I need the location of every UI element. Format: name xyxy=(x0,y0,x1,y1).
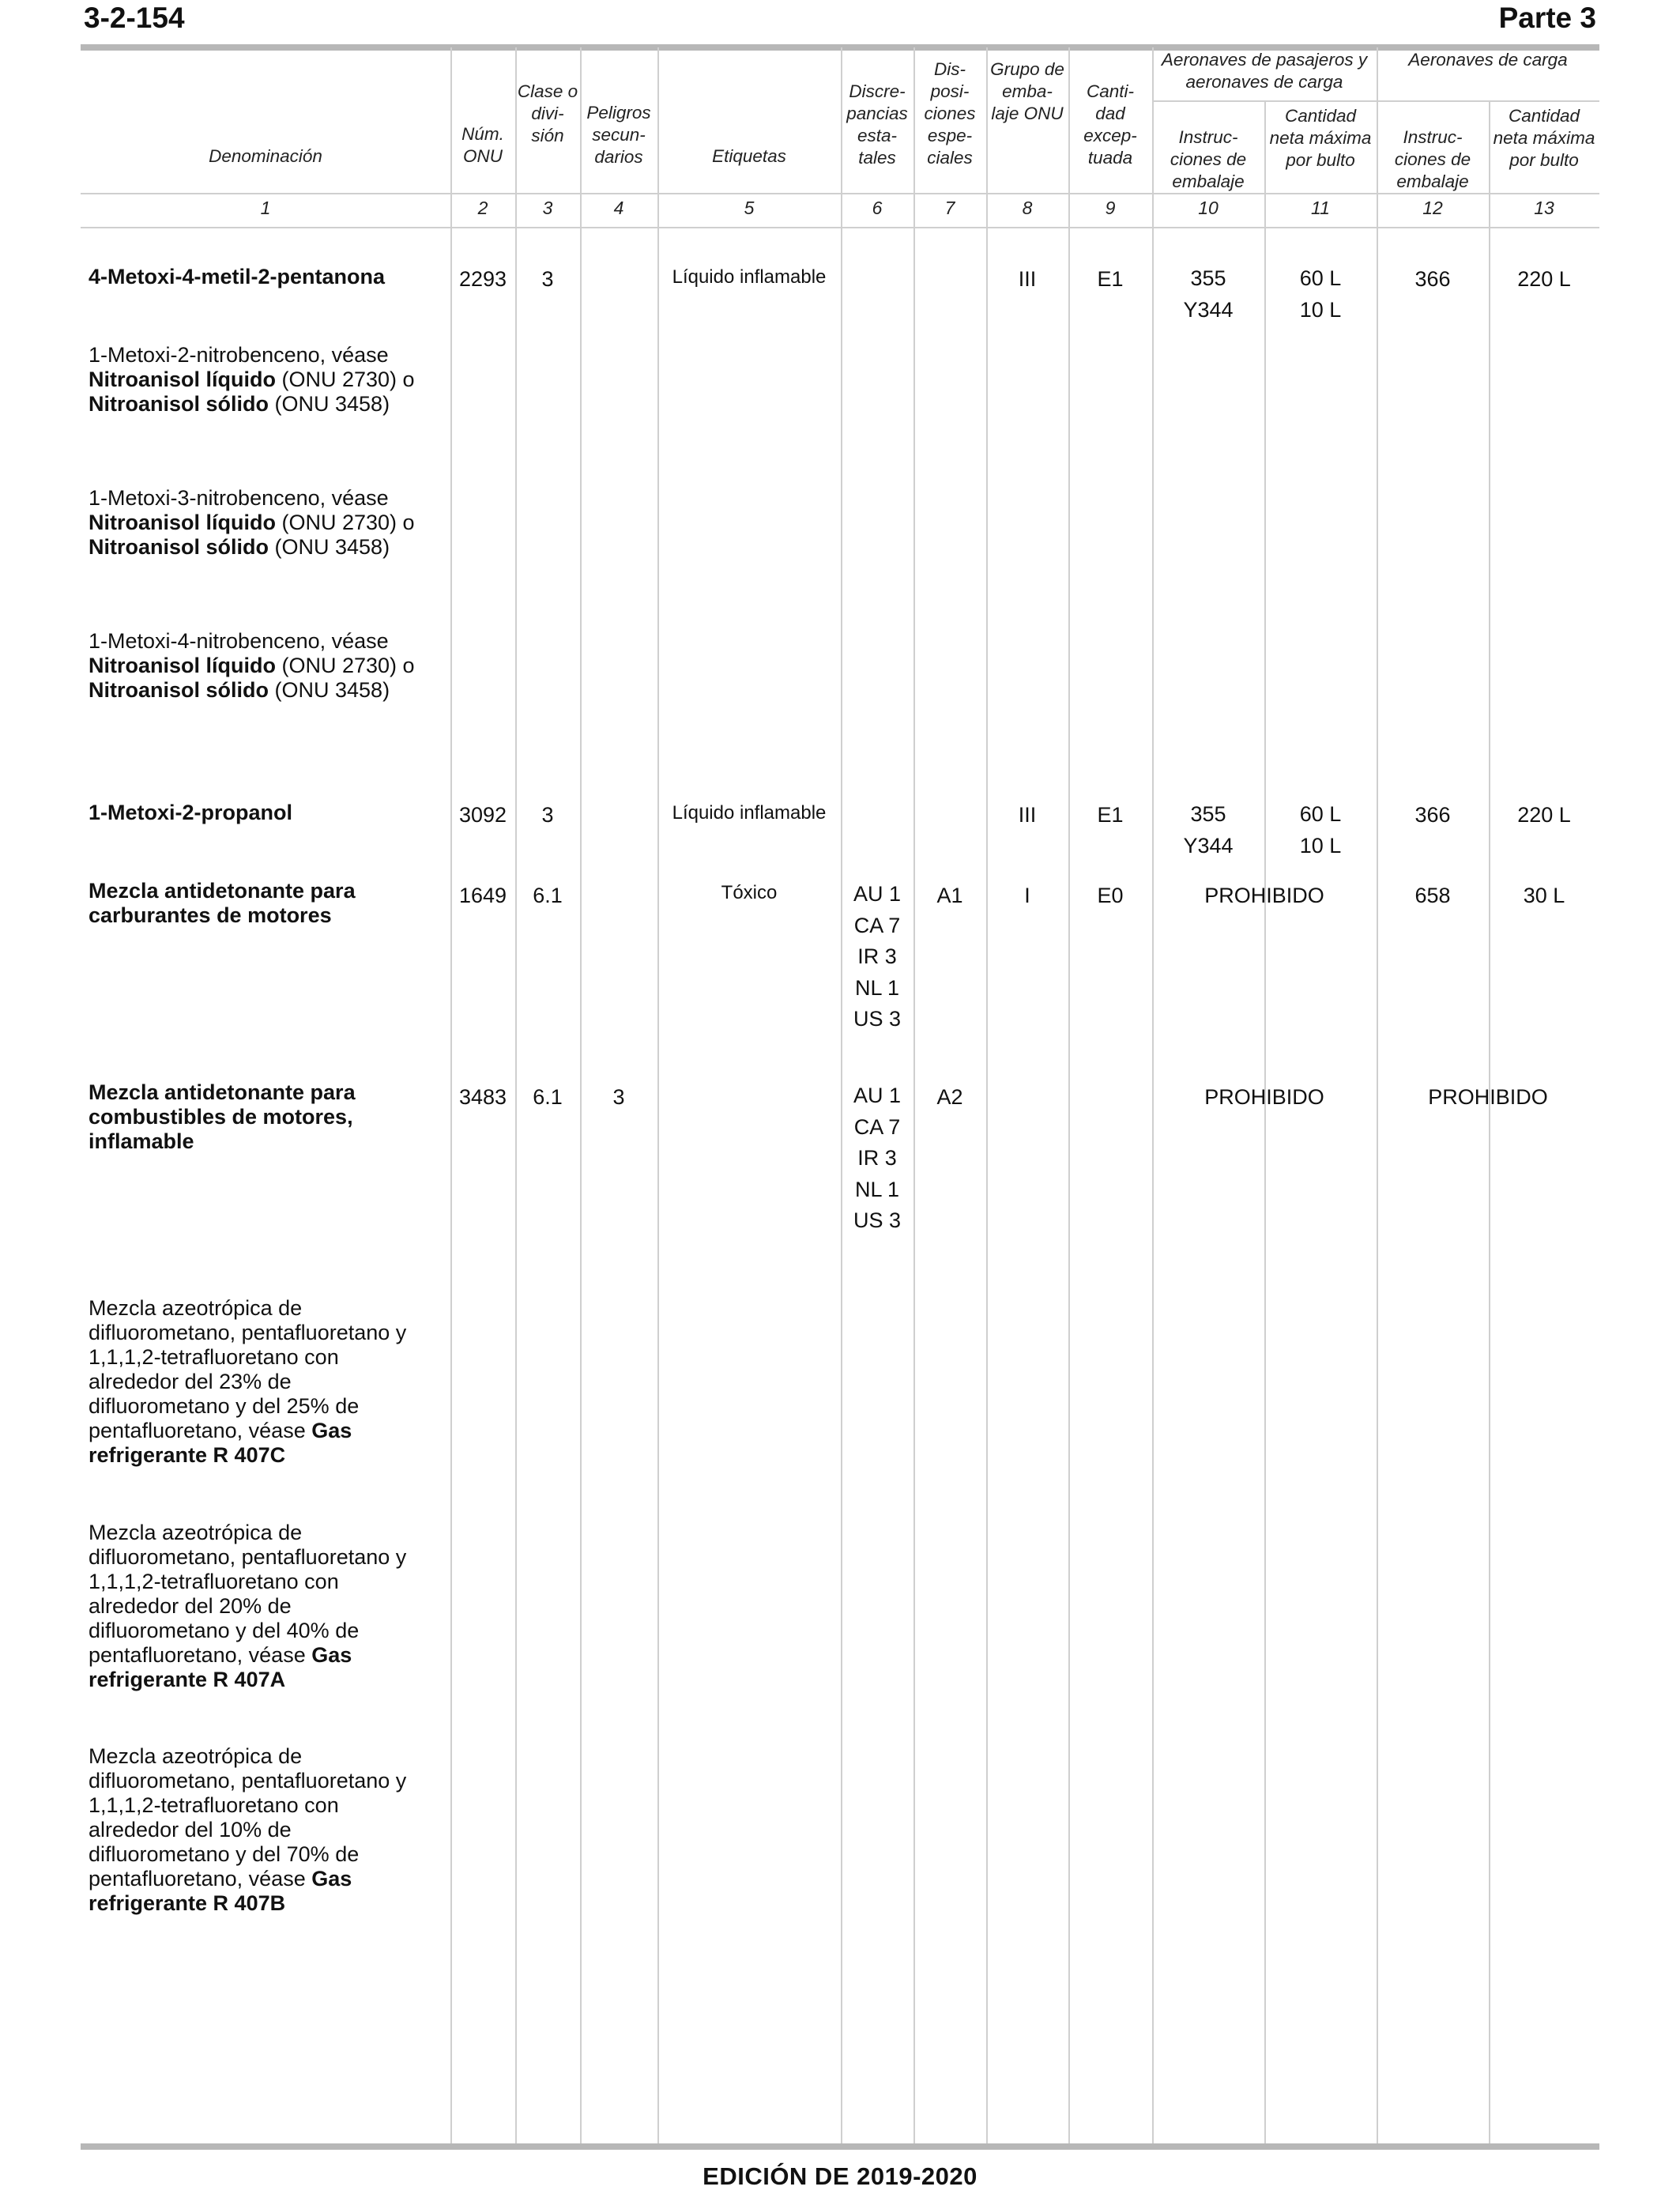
column-number: 12 xyxy=(1422,198,1443,218)
header-grupo-embalaje: Grupo de emba- laje ONU xyxy=(990,59,1064,123)
un-number: 3092 xyxy=(458,803,507,827)
pax-max-quantity: 60 L 10 L xyxy=(1299,266,1342,322)
cao-max-quantity: 220 L xyxy=(1517,803,1571,827)
cross-reference-entry: Mezcla azeotrópica de difluorometano, pentafluoretano y 1,1,1,2-tetrafluoretano con alrededor del 23% de difluorometano y del 25% de pentafluoretano, véase Gas refrigerante R 407C xyxy=(89,1296,407,1467)
entry-name: 4-Metoxi-4-metil-2-pentanona xyxy=(89,265,386,288)
header-cantidad-exceptuada: Canti- dad excep- tuada xyxy=(1083,81,1137,168)
column-number: 6 xyxy=(872,198,883,218)
column-number: 3 xyxy=(542,198,553,218)
packing-group: I xyxy=(1024,884,1030,907)
column-divider xyxy=(986,47,988,2143)
column-number: 10 xyxy=(1198,198,1219,218)
excepted-quantity: E0 xyxy=(1097,884,1124,907)
excepted-quantity: E1 xyxy=(1097,267,1124,291)
column-divider xyxy=(1489,101,1490,2143)
cao-max-quantity: 30 L xyxy=(1523,884,1565,907)
entry-name: Mezcla antidetonante para combustibles de motores, inflamable xyxy=(89,1080,356,1153)
hazard-class: 3 xyxy=(541,803,554,827)
group-header-divider xyxy=(1152,100,1599,102)
header-group-cargo: Aeronaves de carga xyxy=(1408,50,1568,70)
secondary-hazard: 3 xyxy=(612,1085,625,1109)
hazard-class: 3 xyxy=(541,267,554,291)
column-number: 4 xyxy=(613,198,624,218)
cross-reference-entry: Mezcla azeotrópica de difluorometano, pentafluoretano y 1,1,1,2-tetrafluoretano con alrededor del 10% de difluorometano y del 70% de pentafluoretano, véase Gas refrigerante R 407B xyxy=(89,1744,407,1915)
part-label: Parte 3 xyxy=(1498,2,1596,34)
header-pax-cantidad: Cantidad neta máxima por bulto xyxy=(1269,106,1372,170)
page-number: 3-2-154 xyxy=(84,2,185,34)
pax-max-quantity: 60 L 10 L xyxy=(1299,802,1342,858)
special-provisions: A1 xyxy=(936,884,963,907)
hazard-label: Líquido inflamable xyxy=(672,266,827,288)
cross-reference-entry: 1-Metoxi-4-nitrobenceno, véase Nitroanisol líquido (ONU 2730) o Nitroanisol sólido (ONU 3458) xyxy=(89,629,415,702)
hazard-class: 6.1 xyxy=(533,884,563,907)
state-variations: AU 1 CA 7 IR 3 NL 1 US 3 xyxy=(853,1084,902,1232)
cao-packing-instructions: 366 xyxy=(1414,267,1451,291)
pax-forbidden: PROHIBIDO xyxy=(1204,884,1324,907)
entry-name: 1-Metoxi-2-propanol xyxy=(89,801,293,824)
header-denominacion: Denominación xyxy=(209,146,322,166)
cao-forbidden: PROHIBIDO xyxy=(1428,1085,1548,1109)
header-etiquetas: Etiquetas xyxy=(712,146,786,166)
pax-packing-instructions: 355 Y344 xyxy=(1183,802,1234,858)
hazard-label: Tóxico xyxy=(721,882,778,903)
packing-group: III xyxy=(1018,803,1037,827)
column-divider xyxy=(1264,101,1266,2143)
header-pax-instrucciones: Instruc- ciones de embalaje xyxy=(1170,127,1247,191)
column-number: 11 xyxy=(1311,198,1330,218)
column-number: 5 xyxy=(744,198,755,218)
header-peligros: Peligros secun- darios xyxy=(586,103,651,167)
special-provisions: A2 xyxy=(936,1085,963,1109)
un-number: 2293 xyxy=(458,267,507,291)
column-number: 13 xyxy=(1534,198,1554,218)
column-number: 1 xyxy=(260,198,271,218)
header-num-onu: Núm. ONU xyxy=(461,124,504,166)
hazard-label: Líquido inflamable xyxy=(672,802,827,824)
un-number: 3483 xyxy=(458,1085,507,1109)
column-number: 9 xyxy=(1105,198,1116,218)
column-divider xyxy=(1068,47,1070,2143)
cao-packing-instructions: 658 xyxy=(1414,884,1451,907)
column-divider xyxy=(657,47,659,2143)
entry-name: Mezcla antidetonante para carburantes de motores xyxy=(89,879,356,927)
cao-max-quantity: 220 L xyxy=(1517,267,1571,291)
cao-packing-instructions: 366 xyxy=(1414,803,1451,827)
pax-packing-instructions: 355 Y344 xyxy=(1183,266,1234,322)
column-number: 2 xyxy=(477,198,488,218)
pax-forbidden: PROHIBIDO xyxy=(1204,1085,1324,1109)
header-divider xyxy=(81,193,1599,194)
column-number: 8 xyxy=(1022,198,1033,218)
hazard-class: 6.1 xyxy=(533,1085,563,1109)
cross-reference-entry: 1-Metoxi-2-nitrobenceno, véase Nitroanisol líquido (ONU 2730) o Nitroanisol sólido (ONU 3458) xyxy=(89,343,415,416)
cross-reference-entry: 1-Metoxi-3-nitrobenceno, véase Nitroanisol líquido (ONU 2730) o Nitroanisol sólido (ONU 3458) xyxy=(89,486,415,559)
header-discrepancias: Discre- pancias esta- tales xyxy=(846,81,908,168)
packing-group: III xyxy=(1018,267,1037,291)
column-number-divider xyxy=(81,227,1599,228)
header-cao-instrucciones: Instruc- ciones de embalaje xyxy=(1394,127,1471,191)
bottom-rule xyxy=(81,2143,1599,2150)
excepted-quantity: E1 xyxy=(1097,803,1124,827)
un-number: 1649 xyxy=(458,884,507,907)
edition-footer: EDICIÓN DE 2019-2020 xyxy=(703,2162,977,2190)
state-variations: AU 1 CA 7 IR 3 NL 1 US 3 xyxy=(853,882,902,1031)
cross-reference-entry: Mezcla azeotrópica de difluorometano, pentafluoretano y 1,1,1,2-tetrafluoretano con alrededor del 20% de difluorometano y del 40% de pentafluoretano, véase Gas refrigerante R 407A xyxy=(89,1521,407,1691)
header-clase: Clase o divi- sión xyxy=(517,81,578,145)
header-cao-cantidad: Cantidad neta máxima por bulto xyxy=(1493,106,1595,170)
column-number: 7 xyxy=(944,198,955,218)
header-disposiciones: Dis- posi- ciones espe- ciales xyxy=(924,59,976,168)
header-group-passenger: Aeronaves de pasajeros y aeronaves de carga xyxy=(1161,50,1368,92)
